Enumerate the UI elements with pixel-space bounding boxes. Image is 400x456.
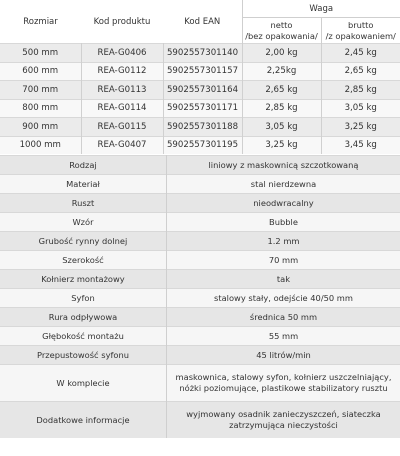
gross-weight-cell: 3,05 kg [321, 99, 400, 118]
product-table [0, 0, 400, 154]
spec-label: Głębokość montażu [0, 327, 167, 346]
product-row [0, 62, 400, 81]
spec-label: Rura odpływowa [0, 308, 167, 327]
spec-value: stal nierdzewna [167, 175, 400, 194]
ean-cell: 5902557301157 [163, 62, 242, 81]
spec-value: liniowy z maskownicą szczotkowaną [167, 156, 400, 175]
spec-value: 1.2 mm [167, 232, 400, 251]
code-cell: REA-G0407 [81, 136, 163, 154]
spec-row [0, 251, 400, 270]
header-net-label: netto [270, 19, 293, 30]
spec-value: 45 litrów/min [167, 346, 400, 365]
spec-row [0, 365, 400, 402]
header-weight-gross [321, 18, 400, 44]
size-cell: 900 mm [22, 121, 59, 132]
spec-row [0, 402, 400, 439]
gross-weight-cell: 3,25 kg [321, 118, 400, 137]
spec-row [0, 194, 400, 213]
ean-cell: 5902557301164 [163, 81, 242, 100]
spec-row [0, 289, 400, 308]
size-cell: 800 mm [22, 103, 59, 114]
spec-row [0, 308, 400, 327]
spec-row [0, 156, 400, 175]
spec-label: Rodzaj [0, 156, 167, 175]
spec-label: Materiał [0, 175, 167, 194]
spec-row [0, 270, 400, 289]
spec-label: Przepustowość syfonu [0, 346, 167, 365]
header-weight-net [242, 18, 321, 44]
net-weight-cell: 2,00 kg [242, 44, 321, 63]
code-cell: REA-G0406 [81, 44, 163, 63]
product-row [0, 99, 400, 118]
spec-value: stalowy stały, odejście 40/50 mm [167, 289, 400, 308]
spec-label: Dodatkowe informacje [0, 402, 167, 439]
spec-table [0, 155, 400, 438]
net-weight-cell: 3,05 kg [242, 118, 321, 137]
spec-row [0, 346, 400, 365]
spec-value: wyjmowany osadnik zanieczyszczeń, siateczka zatrzymująca nieczystości [167, 402, 400, 439]
spec-value: Bubble [167, 213, 400, 232]
spec-row [0, 175, 400, 194]
spec-row [0, 232, 400, 251]
spec-label: W komplecie [0, 365, 167, 402]
product-row [0, 81, 400, 100]
spec-label: Wzór [0, 213, 167, 232]
gross-weight-cell: 2,85 kg [321, 81, 400, 100]
header-gross-note: /z opakowaniem/ [325, 30, 396, 41]
size-cell: 500 mm [22, 47, 59, 58]
product-row [0, 118, 400, 137]
header-weight: Waga [242, 0, 400, 18]
spec-value: nieodwracalny [167, 194, 400, 213]
code-cell: REA-G0112 [81, 62, 163, 81]
code-cell: REA-G0113 [81, 81, 163, 100]
code-cell: REA-G0114 [81, 99, 163, 118]
spec-label: Ruszt [0, 194, 167, 213]
size-cell: 600 mm [22, 66, 59, 77]
product-row [0, 136, 400, 154]
spec-label: Syfon [0, 289, 167, 308]
ean-cell: 5902557301171 [163, 99, 242, 118]
spec-label: Szerokość [0, 251, 167, 270]
header-ean: Kod EAN [184, 16, 221, 27]
spec-value: tak [167, 270, 400, 289]
gross-weight-cell: 2,45 kg [321, 44, 400, 63]
net-weight-cell: 2,85 kg [242, 99, 321, 118]
code-cell: REA-G0115 [81, 118, 163, 137]
gross-weight-cell: 2,65 kg [321, 62, 400, 81]
size-cell: 1000 mm [19, 140, 61, 151]
spec-row [0, 327, 400, 346]
net-weight-cell: 2,65 kg [242, 81, 321, 100]
header-net-note: /bez opakowania/ [245, 30, 318, 41]
ean-cell: 5902557301188 [163, 118, 242, 137]
net-weight-cell: 3,25 kg [242, 136, 321, 154]
header-size: Rozmiar [23, 16, 58, 27]
spec-row [0, 213, 400, 232]
ean-cell: 5902557301140 [163, 44, 242, 63]
product-row [0, 44, 400, 63]
header-gross-label: brutto [347, 19, 374, 30]
header-product-code: Kod produktu [93, 16, 151, 27]
spec-value: 70 mm [167, 251, 400, 270]
spec-label: Grubość rynny dolnej [0, 232, 167, 251]
net-weight-cell: 2,25kg [242, 62, 321, 81]
spec-label: Kołnierz montażowy [0, 270, 167, 289]
spec-value: średnica 50 mm [167, 308, 400, 327]
spec-value: 55 mm [167, 327, 400, 346]
size-cell: 700 mm [22, 84, 59, 95]
gross-weight-cell: 3,45 kg [321, 136, 400, 154]
spec-value: maskownica, stalowy syfon, kołnierz uszczelniający, nóżki poziomujące, plastikowe stabilizatory rusztu [167, 365, 400, 402]
ean-cell: 5902557301195 [163, 136, 242, 154]
